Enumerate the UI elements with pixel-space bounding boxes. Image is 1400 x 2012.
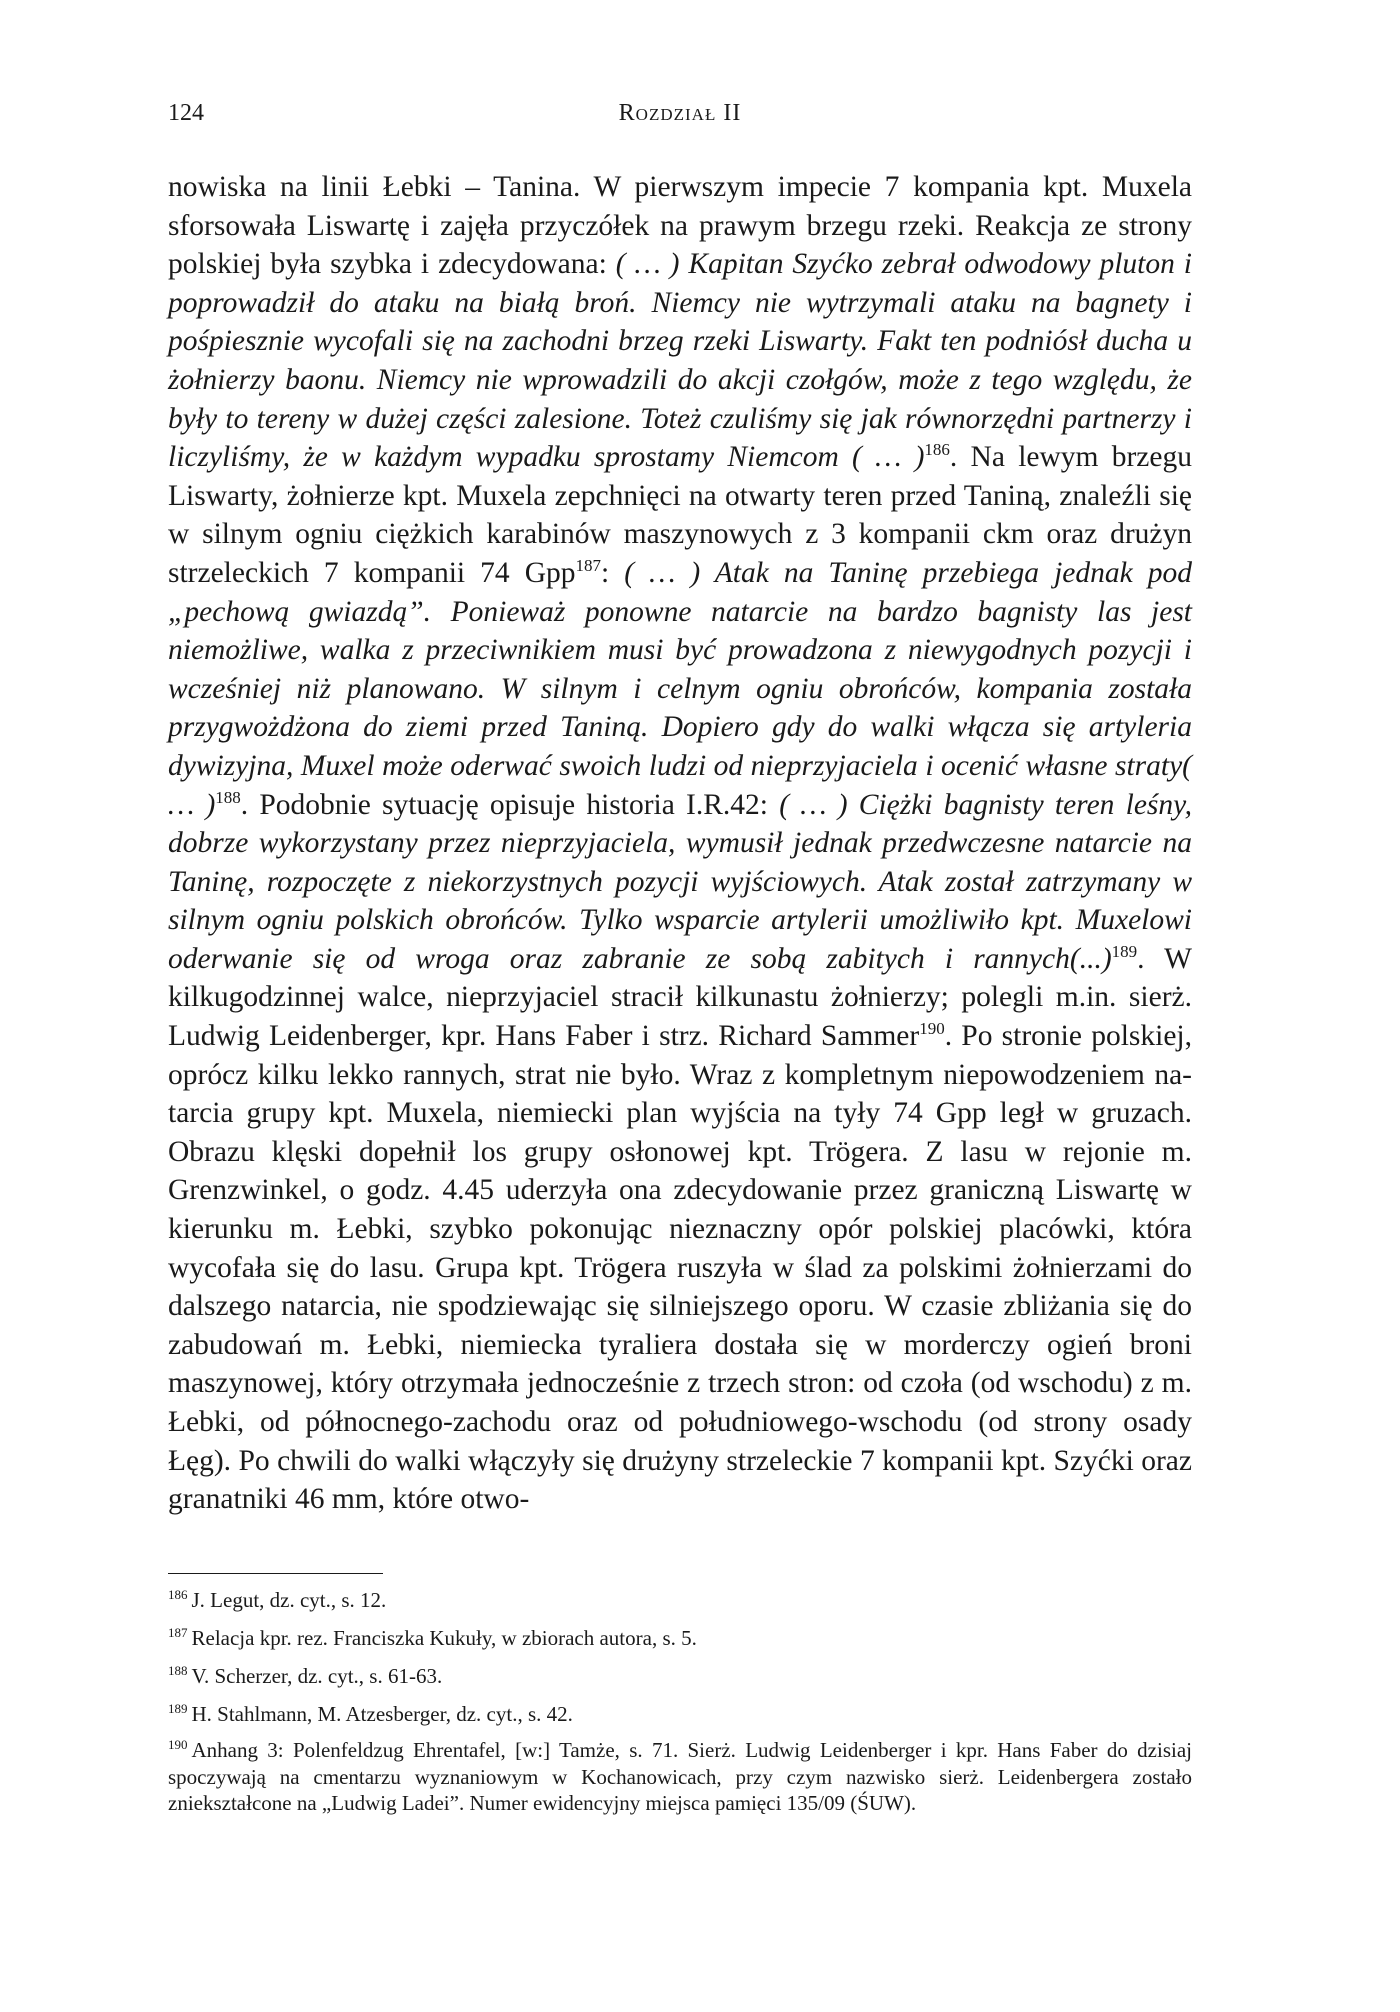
footnote-text: H. Stahlmann, M. Atzesberger, dz. cyt., s. 42.	[191, 1702, 573, 1726]
footnote-186	[168, 1585, 1192, 1615]
footnote-number: 189	[168, 1701, 188, 1716]
footnote-text: J. Legut, dz. cyt., s. 12.	[191, 1588, 387, 1612]
body-text-run: . W kilkugodzinnej walce, nieprzyjaciel stracił kilkunastu żołnierzy; polegli m.in. sierż. Ludwig Leidenberger, kpr. Hans Faber i strz. Richard Sammer	[168, 942, 1192, 1053]
footnote-190	[168, 1737, 1192, 1817]
footnote-187	[168, 1623, 1192, 1653]
footnote-ref-186[interactable]: 186	[924, 440, 950, 460]
footnote-text: V. Scherzer, dz. cyt., s. 61-63.	[191, 1664, 443, 1688]
quote-run: ( … ) Ciężki bagnisty teren leśny, dobrze wykorzystany przez nieprzyjaciela, wymusił jednak przedwczesne natarcie na Taninę, rozpoczęte z niekorzystnych pozycji wyjściowych. Atak został zatrzymany w silnym ogniu polskich obrońców. Tylko wsparcie artylerii umożliwiło kpt. Muxelowi oderwanie się od wroga oraz zabranie ze sobą zabitych i rannych(...)	[168, 788, 1192, 975]
quote-run: ( … ) Kapitan Szyćko zebrał odwodowy pluton i poprowadził do ataku na białą broń. Niemcy nie wytrzymali ataku na bagnety i pośpiesznie wycofali się na zachodni brzeg rzeki Liswarty. Fakt ten podniósł ducha u żołnierzy baonu. Niemcy nie wprowadzili do akcji czołgów, może z tego względu, że były to tereny w dużej części zalesione. Toteż czuliśmy się jak równorzędni partnerzy i liczyliśmy, że w każdym wypadku sprostamy Niemcom ( … )	[168, 248, 1192, 474]
footnote-text: Anhang 3: Polenfeldzug Ehrentafel, [w:] Tamże, s. 71. Sierż. Ludwig Leidenberger i kpr. Hans Faber do dzisiaj spoczywają na cmentarzu wyznaniowym w Kochanowicach, przy czym nazwisko sierż. Leidenbergera zostało zniekształcone na „Ludwig Ladei”. Numer ewidencyjny miejsca pamięci 135/09 (ŚUW).	[168, 1738, 1192, 1815]
body-text-run: . Po stronie polskiej, oprócz kilku lekko rannych, strat nie było. Wraz z kompletnym niepowodzeniem natarcia grupy kpt. Muxela, niemiecki plan wyjścia na tyły 74 Gpp legł w gruzach. Obrazu klęski dopełnił los grupy osłonowej kpt. Trögera. Z lasu w rejonie m. Grenzwinkel, o godz. 4.45 uderzyła ona zdecydowanie przez graniczną Liswartę w kierunku m. Łebki, szybko pokonując nieznaczny opór polskiej placówki, która wycofała się do lasu. Grupa kpt. Trögera ruszyła w ślad za polskimi żołnierzami do dalszego natarcia, nie spodziewając się silniejszego oporu. W czasie zbliżania się do zabudowań m. Łebki, niemiecka tyraliera dostała się w morderczy ogień broni maszynowej, który otrzymała jednocześnie z trzech stron: od czoła (od wschodu) z m. Łebki, od północnego-zachodu oraz od południowego-wschodu (od strony osady Łęg). Po chwili do walki włączyły się drużyny strzeleckie 7 kompanii kpt. Szyćki oraz granatniki 46 mm, które otwo-	[168, 1020, 1192, 1516]
footnote-number: 188	[168, 1663, 188, 1678]
running-head: Rozdział II	[618, 100, 742, 126]
footnote-number: 187	[168, 1625, 188, 1640]
page-number: 124	[168, 100, 204, 126]
footnote-number: 190	[168, 1737, 188, 1752]
body-text-run: . Na lewym brzegu Liswarty, żołnierze kpt. Muxela zepchnięci na otwarty teren przed Taniną, znaleźli się w silnym ogniu ciężkich karabinów maszynowych z 3 kompanii ckm oraz drużyn strzeleckich 7 kompanii 74 Gpp	[168, 441, 1192, 589]
quote-run: ( … ) Atak na Taninę przebiega jednak pod „pechową gwiazdą”. Ponieważ ponowne natarcie na bardzo bagnisty las jest niemożliwe, walka z przeciwnikiem musi być prowadzona z niewygodnych pozycji i wcześniej niż planowano. W silnym i celnym ogniu obrońców, kompania została przygwożdżona do ziemi przed Taniną. Dopiero gdy do walki włącza się artyleria dywizyjna, Muxel może oderwać swoich ludzi od nieprzyjaciela i ocenić własne straty( … )	[168, 556, 1192, 821]
footnote-text: Relacja kpr. rez. Franciszka Kukuły, w zbiorach autora, s. 5.	[191, 1626, 697, 1650]
footnote-number: 186	[168, 1587, 188, 1602]
body-text-run: :	[601, 556, 625, 589]
footnote-separator	[168, 1573, 383, 1574]
footnote-ref-190[interactable]: 190	[919, 1019, 945, 1039]
body-paragraph	[168, 168, 1192, 1519]
footnote-189	[168, 1699, 1192, 1729]
footnote-ref-188[interactable]: 188	[215, 787, 241, 807]
footnote-ref-189[interactable]: 189	[1111, 941, 1138, 961]
body-text-run: nowiska na linii Łebki – Tanina. W pierwszym impecie 7 kompania kpt. Muxela sforsowała Liswartę i zajęła przyczółek na prawym brzegu rzeki. Reakcja ze strony polskiej była szybka i zdecydowana:	[168, 171, 1192, 281]
page-header	[168, 100, 1192, 140]
body-text-run: . Podobnie sytuację opisuje historia I.R.42:	[240, 788, 780, 821]
footnote-ref-187[interactable]: 187	[575, 555, 602, 575]
footnotes-section	[168, 1585, 1192, 1825]
footnote-188	[168, 1661, 1192, 1691]
